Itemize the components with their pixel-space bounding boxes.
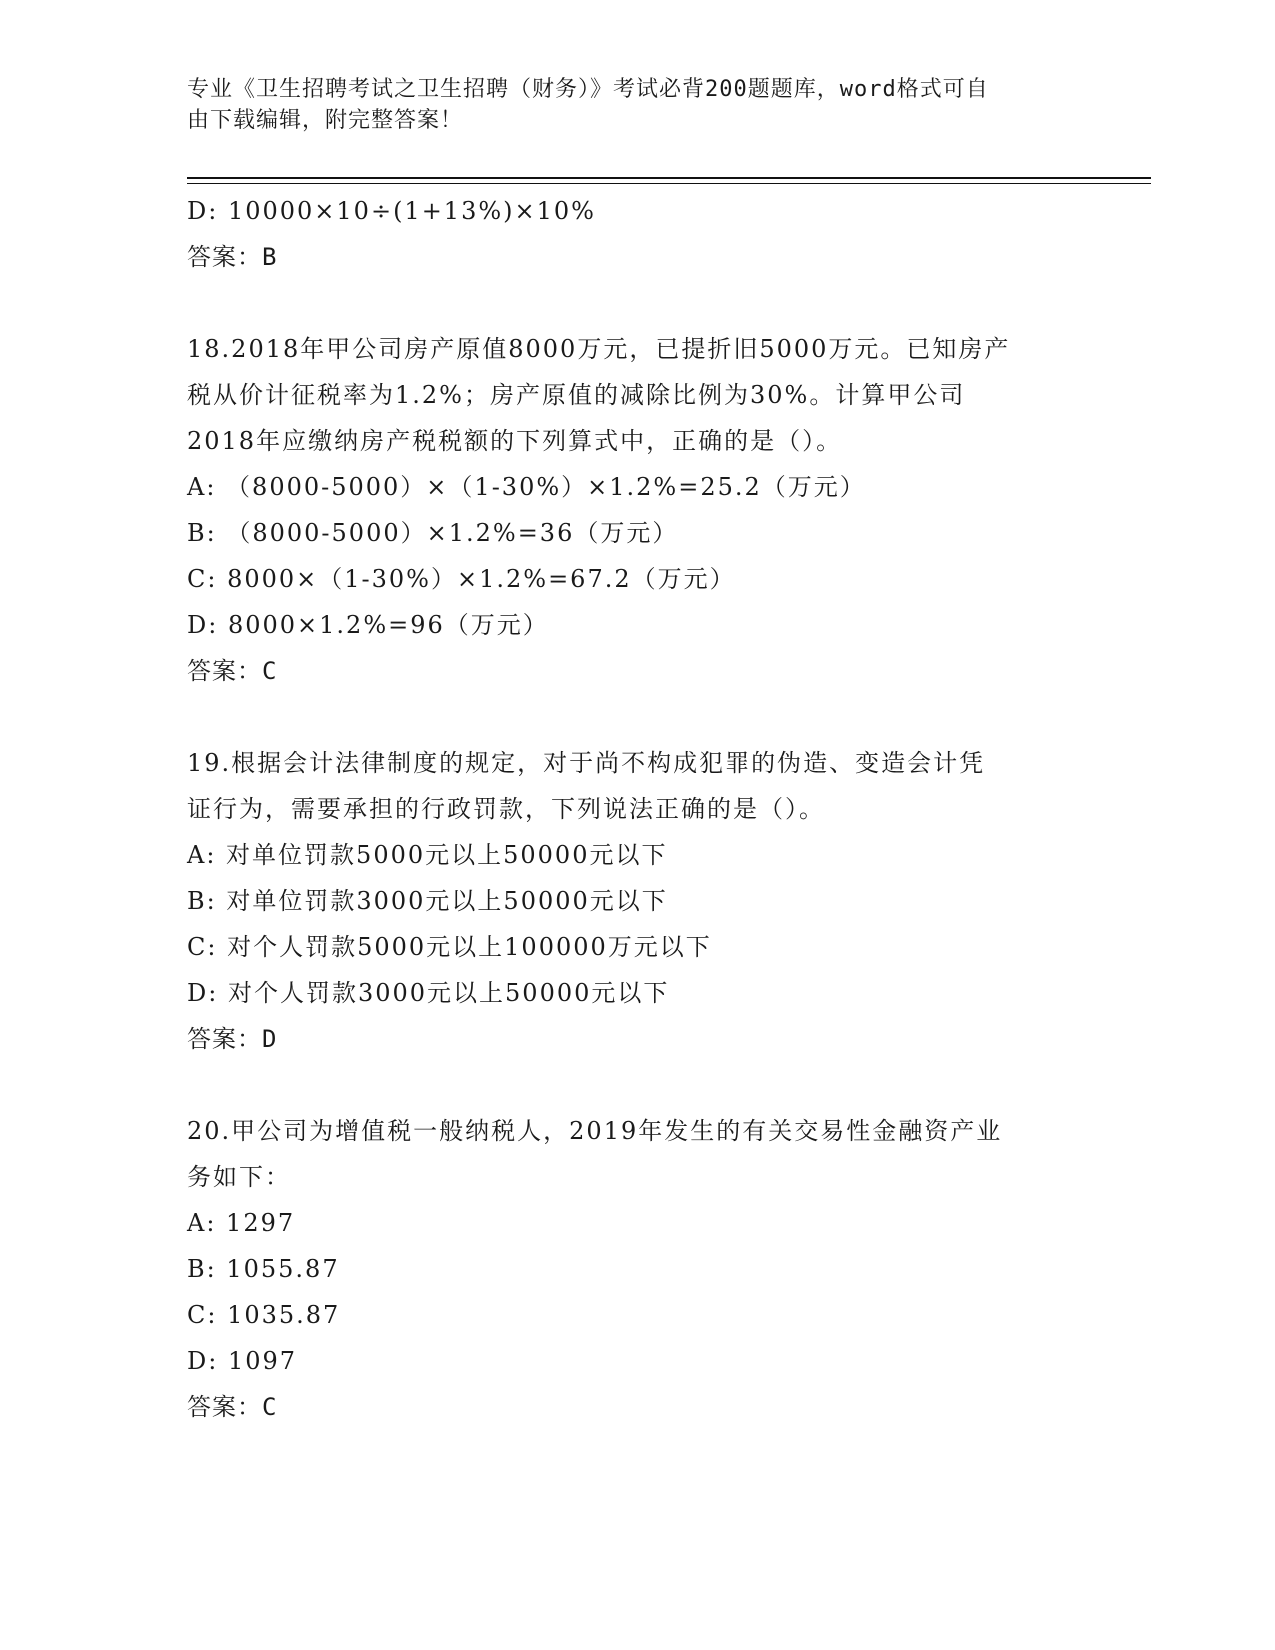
- spacer: [187, 694, 1087, 740]
- question-stem-line: 19.根据会计法律制度的规定，对于尚不构成犯罪的伪造、变造会计凭: [187, 749, 986, 777]
- header-line-2: 由下载编辑，附完整答案！: [187, 108, 464, 133]
- option-a: A: 1297: [187, 1209, 296, 1237]
- option-c: C: 1035.87: [187, 1301, 341, 1329]
- option-b: B: （8000-5000）×1.2%=36（万元）: [187, 519, 679, 547]
- question-20: [187, 1108, 1087, 1430]
- answer-line: 答案：D: [187, 1025, 278, 1053]
- question-stem-line: 18.2018年甲公司房产原值8000万元，已提折旧5000万元。已知房产: [187, 335, 1011, 363]
- header-rule-thin: [187, 183, 1151, 184]
- page-header: [187, 74, 1087, 136]
- option-b: B: 1055.87: [187, 1255, 340, 1283]
- answer-line: 答案：C: [187, 657, 278, 685]
- spacer: [187, 280, 1087, 326]
- continued-question: [187, 188, 1087, 280]
- option-a: A: （8000-5000）×（1-30%）×1.2%=25.2（万元）: [187, 473, 866, 501]
- spacer: [187, 1062, 1087, 1108]
- option-c: C: 8000×（1-30%）×1.2%=67.2（万元）: [187, 565, 736, 593]
- option-d: D: 10000×10÷(1+13%)×10%: [187, 197, 596, 225]
- question-stem-line: 税从价计征税率为1.2%；房产原值的减除比例为30%。计算甲公司: [187, 381, 966, 409]
- option-a: A: 对单位罚款5000元以上50000元以下: [187, 841, 668, 869]
- answer-line: 答案：B: [187, 243, 278, 271]
- header-line-1: 专业《卫生招聘考试之卫生招聘（财务）》考试必背200题题库，word格式可自: [187, 77, 989, 102]
- header-rule-thick: [187, 177, 1151, 179]
- question-stem-line: 务如下：: [187, 1163, 291, 1191]
- option-c: C: 对个人罚款5000元以上100000万元以下: [187, 933, 712, 961]
- question-18: [187, 326, 1087, 694]
- answer-line: 答案：C: [187, 1393, 278, 1421]
- option-d: D: 1097: [187, 1347, 298, 1375]
- question-stem-line: 证行为，需要承担的行政罚款，下列说法正确的是（）。: [187, 795, 825, 823]
- option-b: B: 对单位罚款3000元以上50000元以下: [187, 887, 668, 915]
- document-body: [187, 188, 1087, 1430]
- question-19: [187, 740, 1087, 1062]
- option-d: D: 对个人罚款3000元以上50000元以下: [187, 979, 670, 1007]
- option-d: D: 8000×1.2%=96（万元）: [187, 611, 549, 639]
- question-stem-line: 2018年应缴纳房产税税额的下列算式中，正确的是（）。: [187, 427, 843, 455]
- question-stem-line: 20.甲公司为增值税一般纳税人，2019年发生的有关交易性金融资产业: [187, 1117, 1003, 1145]
